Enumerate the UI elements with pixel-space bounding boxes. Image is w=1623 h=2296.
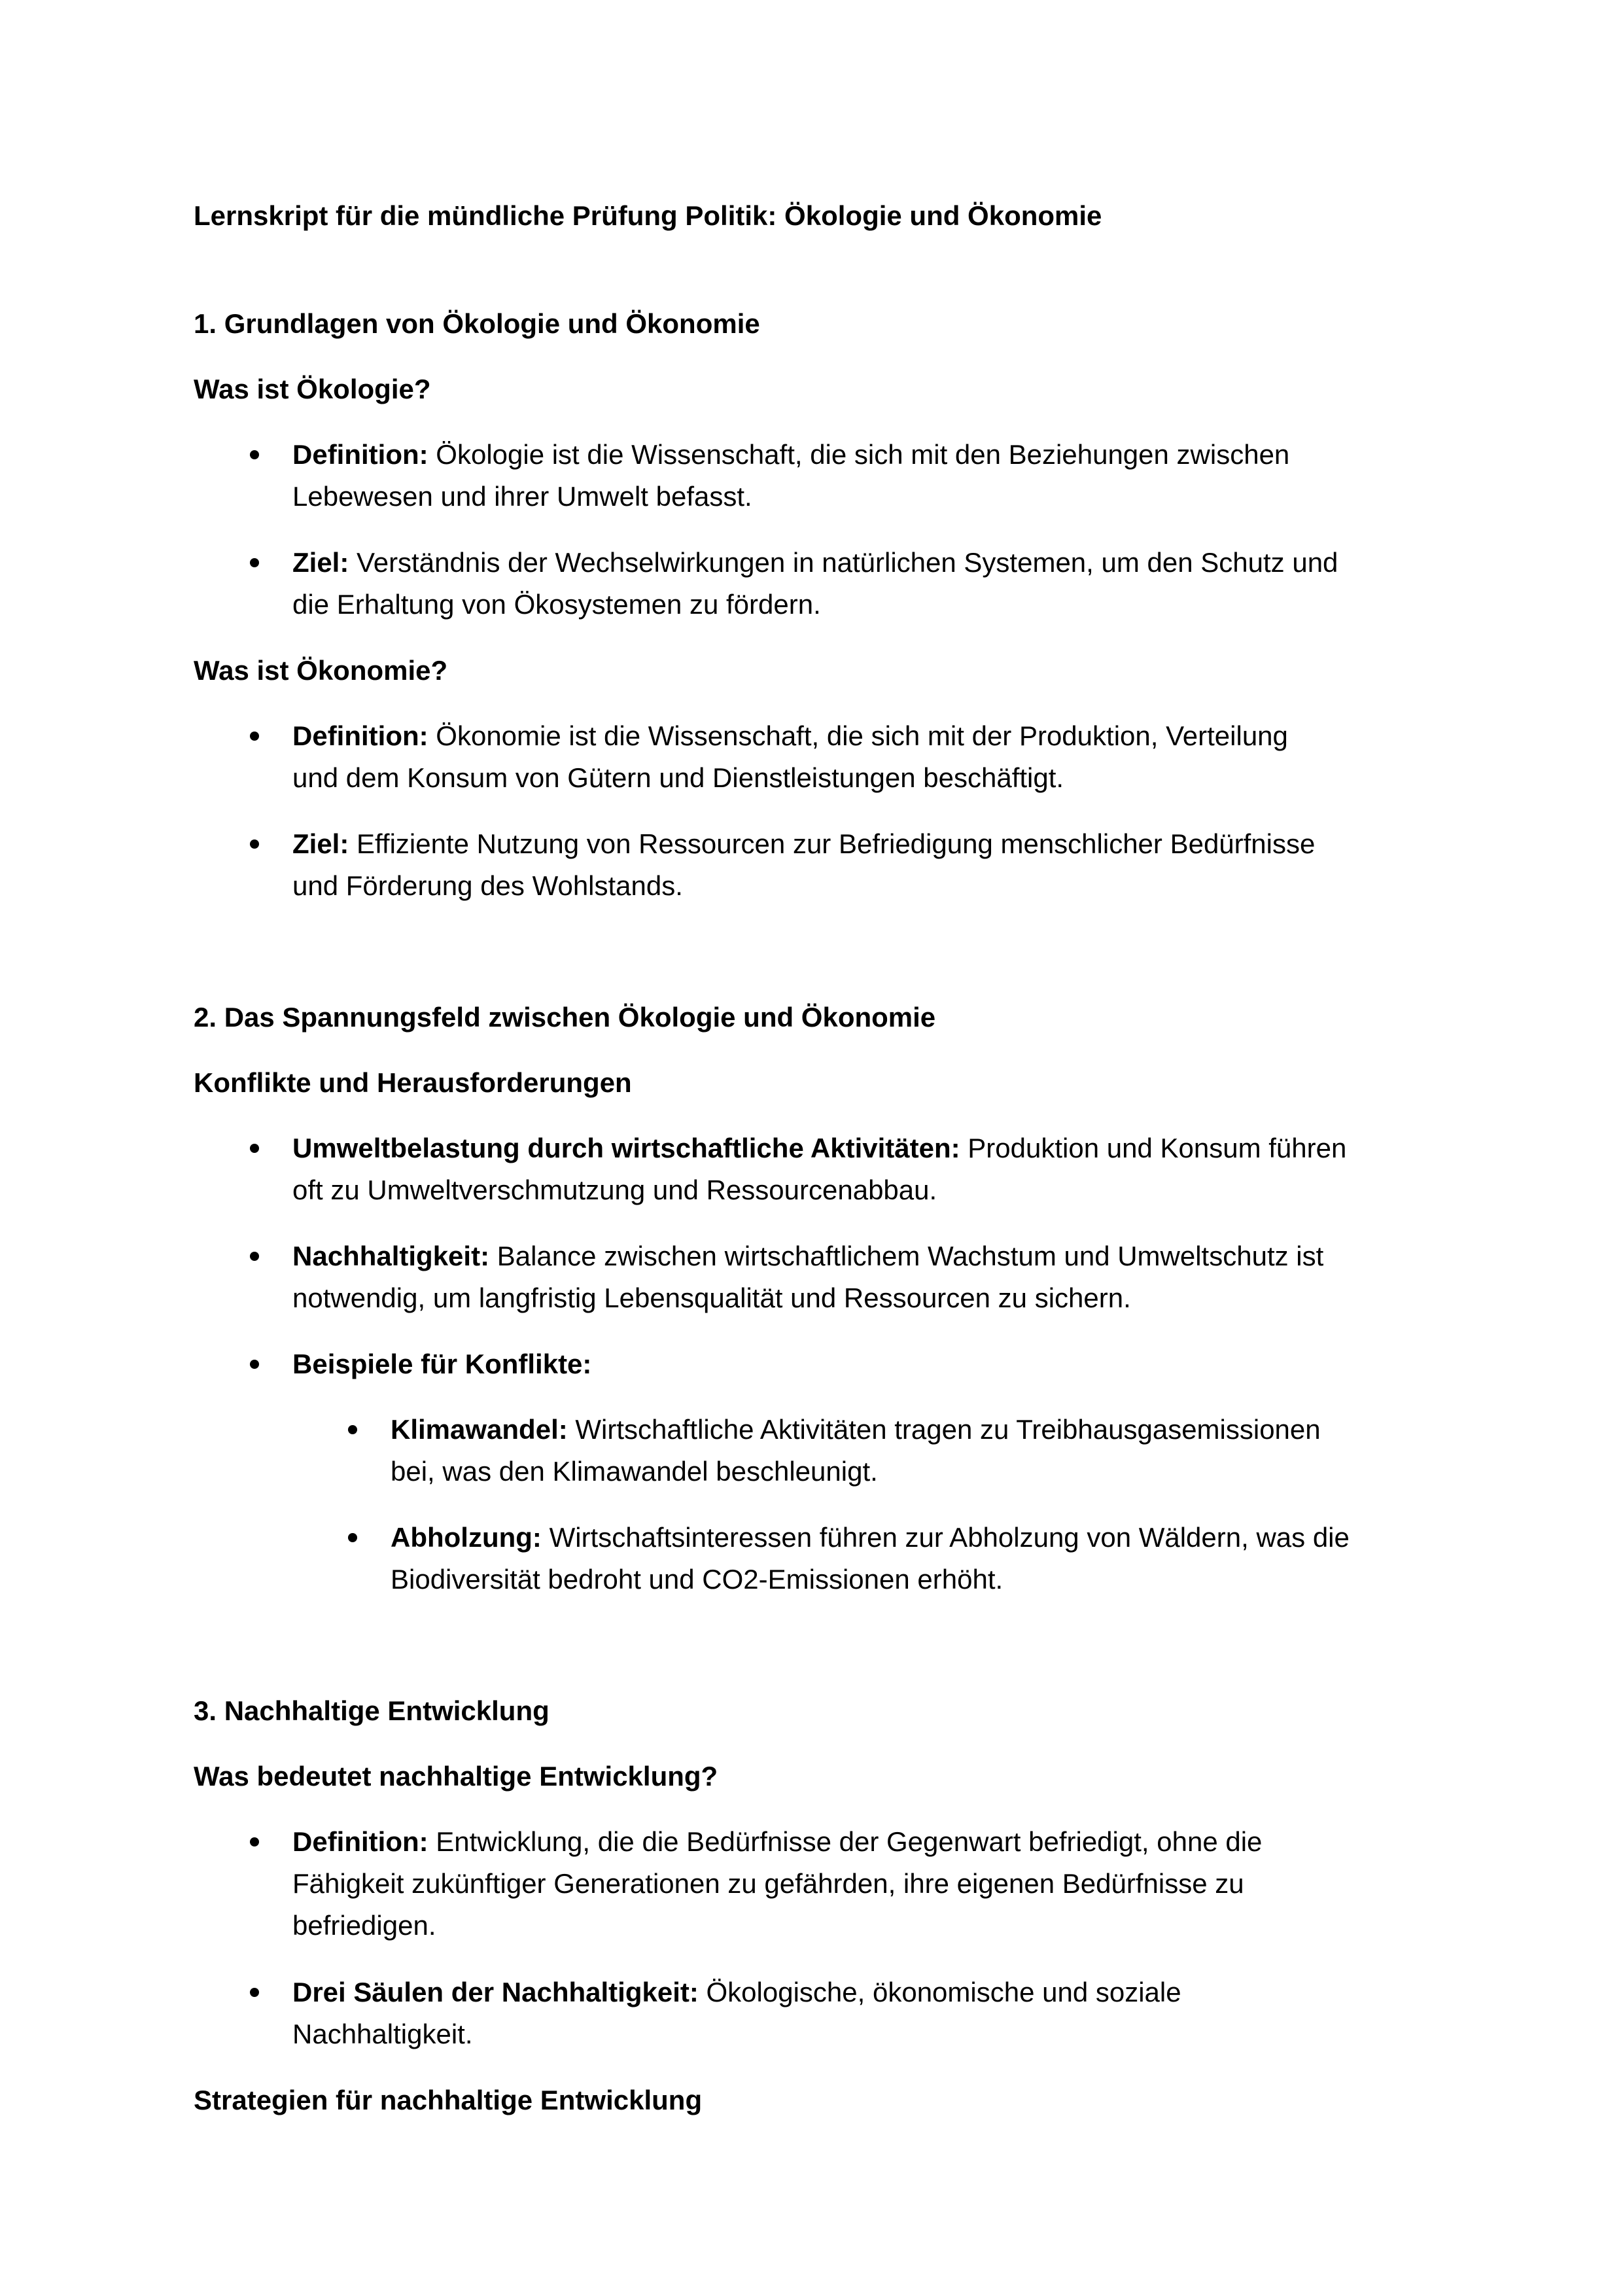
bullet-icon [250,450,259,459]
list-item-text: Produktion und Konsum führen [960,1133,1347,1163]
list-item-text: Ökonomie ist die Wissenschaft, die sich mit der Produktion, Verteilung [428,720,1288,751]
list-item [292,1971,1181,2014]
list-item-text: Effiziente Nutzung von Ressourcen zur Befriedigung menschlicher Bedürfnisse [349,828,1316,859]
list-item-label: Definition: [292,720,428,751]
list-item-text: Balance zwischen wirtschaftlichem Wachstum und Umweltschutz ist [489,1241,1324,1271]
list-item-text: Wirtschaftsinteressen führen zur Abholzung von Wäldern, was die [541,1522,1350,1553]
bullet-icon [348,1425,357,1434]
list-item [292,541,1338,584]
list-item-label: Beispiele für Konflikte: [292,1349,592,1379]
list-item-text: und dem Konsum von Gütern und Dienstleistungen beschäftigt. [292,762,1064,793]
list-item [292,1127,1346,1170]
subsection-heading: Was bedeutet nachhaltige Entwicklung? [194,1761,718,1792]
list-item [292,433,1289,476]
list-item-label: Ziel: [292,547,349,578]
list-item-label: Definition: [292,439,428,470]
list-item [292,1235,1323,1278]
list-item-text: befriedigen. [292,1910,436,1941]
list-item [292,1343,591,1386]
list-item-text: oft zu Umweltverschmutzung und Ressourcenabbau. [292,1174,937,1205]
list-item-text: die Erhaltung von Ökosystemen zu fördern. [292,589,821,620]
list-item-text: Nachhaltigkeit. [292,2019,473,2049]
bullet-icon [348,1533,357,1542]
subsection-heading: Konflikte und Herausforderungen [194,1067,632,1098]
nested-list-item [391,1516,1350,1559]
bullet-icon [250,732,259,741]
subsection-heading: Was ist Ökologie? [194,374,431,404]
list-item-label: Definition: [292,1826,428,1857]
subsection-heading: Was ist Ökonomie? [194,655,448,686]
bullet-icon [250,1988,259,1997]
bullet-icon [250,1144,259,1153]
list-item-label: Abholzung: [391,1522,542,1553]
list-item-label: Ziel: [292,828,349,859]
subsection-heading: Strategien für nachhaltige Entwicklung [194,2085,703,2115]
bullet-icon [250,558,259,567]
bullet-icon [250,1360,259,1369]
section-heading: 1. Grundlagen von Ökologie und Ökonomie [194,308,760,339]
section-heading: 3. Nachhaltige Entwicklung [194,1695,550,1726]
list-item-text: und Förderung des Wohlstands. [292,870,683,901]
list-item-label: Nachhaltigkeit: [292,1241,490,1271]
list-item [292,822,1315,866]
list-item-label: Klimawandel: [391,1414,568,1445]
list-item-text: bei, was den Klimawandel beschleunigt. [391,1456,878,1487]
bullet-icon [250,1837,259,1846]
document-title: Lernskript für die mündliche Prüfung Politik: Ökologie und Ökonomie [194,200,1102,231]
list-item-text: Ökologie ist die Wissenschaft, die sich mit den Beziehungen zwischen [428,439,1290,470]
bullet-icon [250,839,259,849]
nested-list-item [391,1408,1321,1451]
list-item-text: notwendig, um langfristig Lebensqualität und Ressourcen zu sichern. [292,1282,1131,1313]
list-item-text: Entwicklung, die die Bedürfnisse der Gegenwart befriedigt, ohne die [428,1826,1263,1857]
list-item-text: Verständnis der Wechselwirkungen in natürlichen Systemen, um den Schutz und [349,547,1338,578]
bullet-icon [250,1252,259,1261]
list-item-text: Fähigkeit zukünftiger Generationen zu gefährden, ihre eigenen Bedürfnisse zu [292,1868,1244,1899]
list-item-text: Lebewesen und ihrer Umwelt befasst. [292,481,752,512]
list-item-label: Umweltbelastung durch wirtschaftliche Aktivitäten: [292,1133,960,1163]
list-item-text: Biodiversität bedroht und CO2-Emissionen erhöht. [391,1564,1003,1595]
list-item-text: Ökologische, ökonomische und soziale [698,1977,1181,2007]
list-item [292,715,1288,758]
list-item-label: Drei Säulen der Nachhaltigkeit: [292,1977,699,2007]
section-heading: 2. Das Spannungsfeld zwischen Ökologie und Ökonomie [194,1002,936,1033]
list-item [292,1820,1262,1863]
list-item-text: Wirtschaftliche Aktivitäten tragen zu Treibhausgasemissionen [567,1414,1321,1445]
